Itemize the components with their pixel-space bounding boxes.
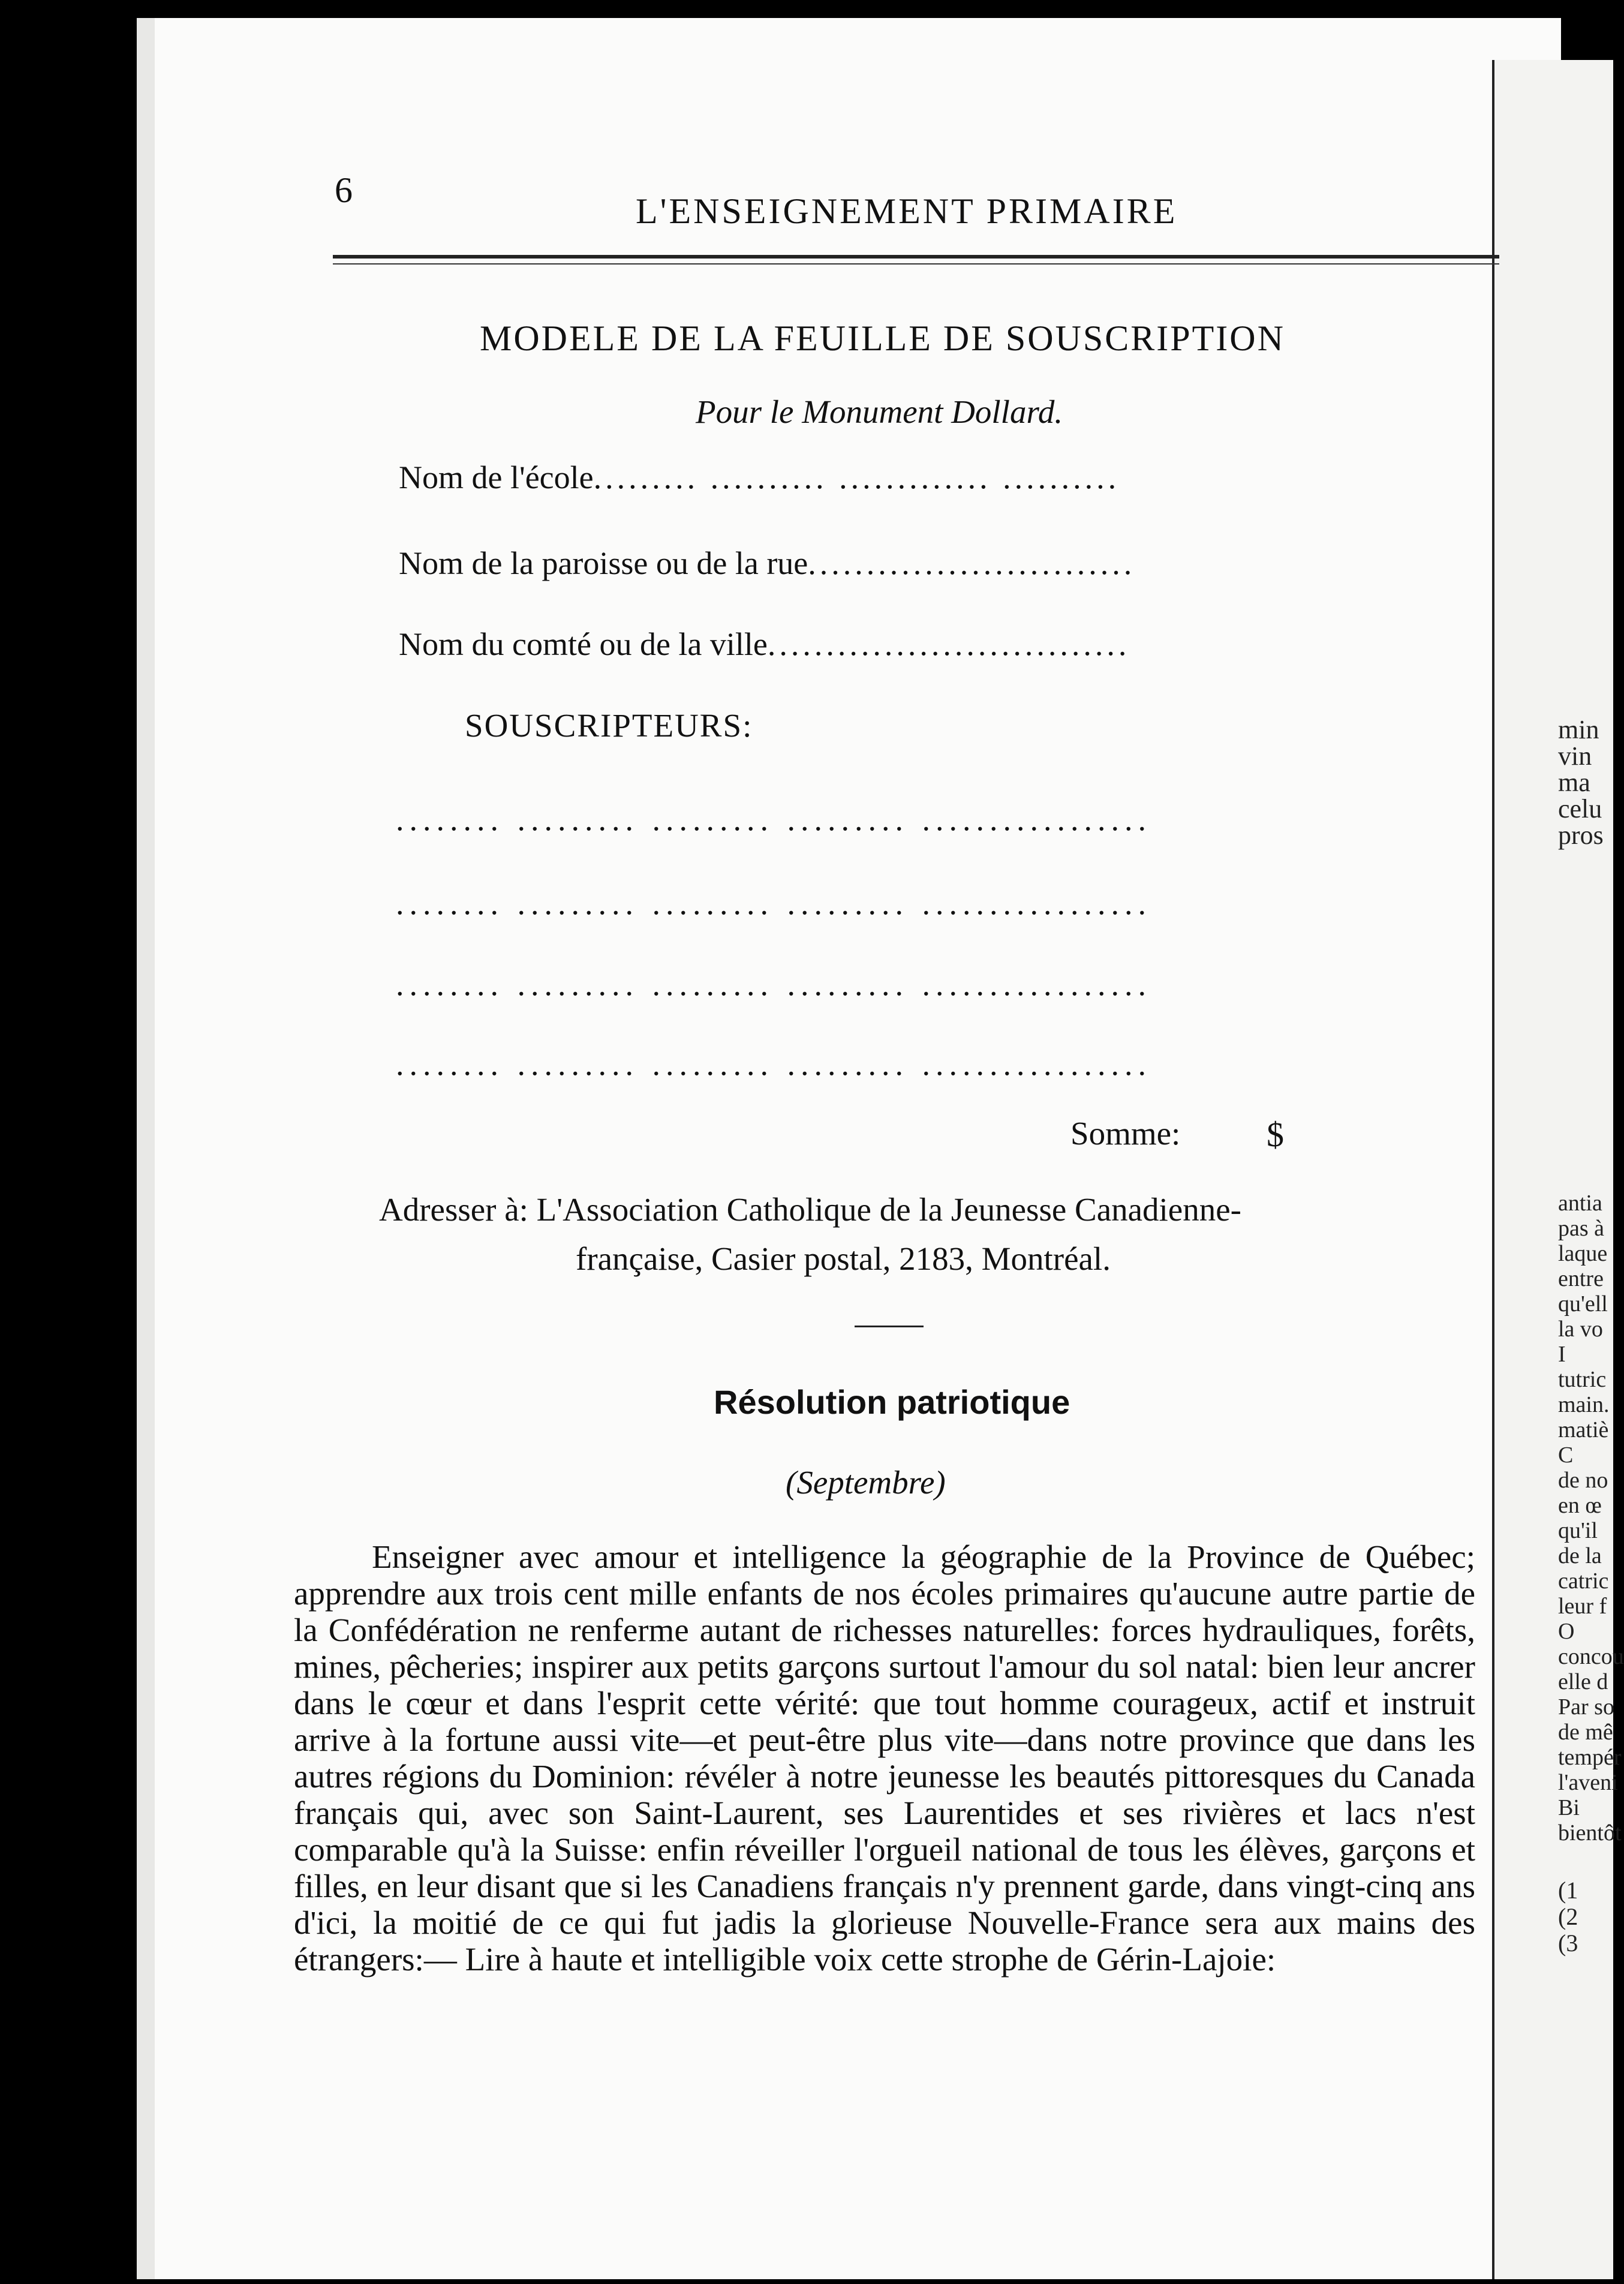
sum-label: Somme: [1070, 1115, 1181, 1152]
facing-line: pas à [1558, 1216, 1605, 1241]
field-dots: ............................ [808, 545, 1136, 581]
facing-page-fragment-1 [1558, 717, 1611, 849]
facing-line: elle d [1558, 1669, 1608, 1694]
facing-line: (2 [1558, 1903, 1578, 1930]
facing-line: Par so [1558, 1694, 1614, 1720]
facing-line: laque [1558, 1241, 1608, 1266]
facing-line: qu'il [1558, 1518, 1598, 1543]
subscriber-line: ........ ......... ......... ......... ................. [396, 1046, 1151, 1082]
facing-line: ma [1558, 768, 1590, 797]
field-label: Nom de l'école [399, 459, 594, 495]
resolution-body [294, 1538, 1475, 1978]
facing-line: concou [1558, 1644, 1624, 1669]
facing-line: bientôt [1558, 1820, 1622, 1846]
facing-line: min [1558, 715, 1599, 744]
sum-currency: $ [1267, 1115, 1284, 1154]
subscriber-line: ........ ......... ......... ......... ................. [396, 885, 1151, 921]
facing-page-footnotes [1558, 1877, 1611, 1957]
facing-line: C [1558, 1442, 1574, 1468]
facing-line: leur f [1558, 1594, 1607, 1619]
facing-line: Bi [1558, 1795, 1580, 1820]
facing-line: I [1558, 1342, 1566, 1367]
field-dots: ......... .......... ............. .......... [593, 459, 1120, 495]
facing-line: matiè [1558, 1417, 1609, 1442]
facing-line: O [1558, 1619, 1575, 1644]
field-label: Nom de la paroisse ou de la rue [399, 545, 808, 581]
facing-line: antia [1558, 1191, 1602, 1216]
page-number: 6 [335, 170, 353, 210]
facing-line: (3 [1558, 1930, 1578, 1957]
facing-line: (1 [1558, 1877, 1578, 1904]
facing-page-fragment-2 [1558, 1191, 1624, 1846]
facing-line: qu'ell [1558, 1291, 1608, 1317]
facing-line: vin [1558, 741, 1592, 771]
subscriber-line: ........ ......... ......... ......... ................. [396, 966, 1151, 1002]
address-line-2: française, Casier postal, 2183, Montréal. [576, 1240, 1111, 1277]
header-rule-thin [333, 263, 1499, 265]
facing-line: de mê [1558, 1720, 1613, 1745]
resolution-subtitle: (Septembre) [786, 1464, 946, 1501]
field-school-name [399, 459, 1120, 496]
facing-line: en œ [1558, 1493, 1602, 1518]
running-title: L'ENSEIGNEMENT PRIMAIRE [636, 191, 1178, 231]
header-rule-thick [333, 255, 1499, 259]
field-label: Nom du comté ou de la ville [399, 626, 768, 662]
page-gutter-shadow [137, 18, 155, 2279]
facing-line: tutric [1558, 1367, 1607, 1392]
facing-line: de la [1558, 1543, 1602, 1568]
field-county-name [399, 626, 1130, 663]
facing-line: la vo [1558, 1317, 1603, 1342]
facing-line: entre [1558, 1266, 1604, 1291]
subscribers-heading: SOUSCRIPTEURS: [465, 707, 753, 744]
facing-line: main. [1558, 1392, 1610, 1417]
facing-line: catric [1558, 1568, 1609, 1594]
subscriber-line: ........ ......... ......... ......... ................. [396, 801, 1151, 837]
address-line-1: Adresser à: L'Association Catholique de la Jeunesse Canadienne- [379, 1191, 1241, 1228]
facing-line: tempér [1558, 1745, 1622, 1770]
facing-line: l'aveni [1558, 1770, 1618, 1795]
resolution-paragraph: Enseigner avec amour et intelligence la géographie de la Province de Québec; apprendre aux trois cent mille enfants de nos écoles primaires qu'aucune autre partie de la Confédération ne renferme autant de richesses naturelles: forces hydrauliques, forêts, mines, pêcheries; inspirer aux petits garçons surtout l'amour du sol natal: bien leur ancrer dans le cœur et dans l'esprit cette vérité: que tout homme courageux, actif et instruit arrive à la fortune aussi vite—et peut-être plus vite—dans notre province que dans les autres régions du Dominion: révéler à notre jeunesse les beautés pittoresques du Canada français qui, avec son Saint-Laurent, ses Laurentides et ses rivières et lacs n'est comparable qu'à la Suisse: enfin réveiller l'orgueil national de tous les élèves, garçons et filles, en leur disant que si les Canadiens français n'y prennent garde, dans vingt-cinq ans d'ici, la moitié de ce qui fut jadis la glorieuse Nouvelle-France sera aux mains des étrangers:— Lire à haute et intelligible voix cette strophe de Gérin-Lajoie: [294, 1538, 1475, 1978]
field-parish-name [399, 545, 1135, 582]
facing-line: pros [1558, 821, 1604, 850]
form-subtitle: Pour le Monument Dollard. [696, 393, 1063, 430]
section-separator [855, 1326, 924, 1327]
facing-line: celu [1558, 794, 1602, 824]
form-title: MODELE DE LA FEUILLE DE SOUSCRIPTION [480, 318, 1285, 358]
field-dots: ............................... [767, 626, 1130, 662]
facing-line: de no [1558, 1468, 1608, 1493]
resolution-title: Résolution patriotique [714, 1383, 1070, 1421]
